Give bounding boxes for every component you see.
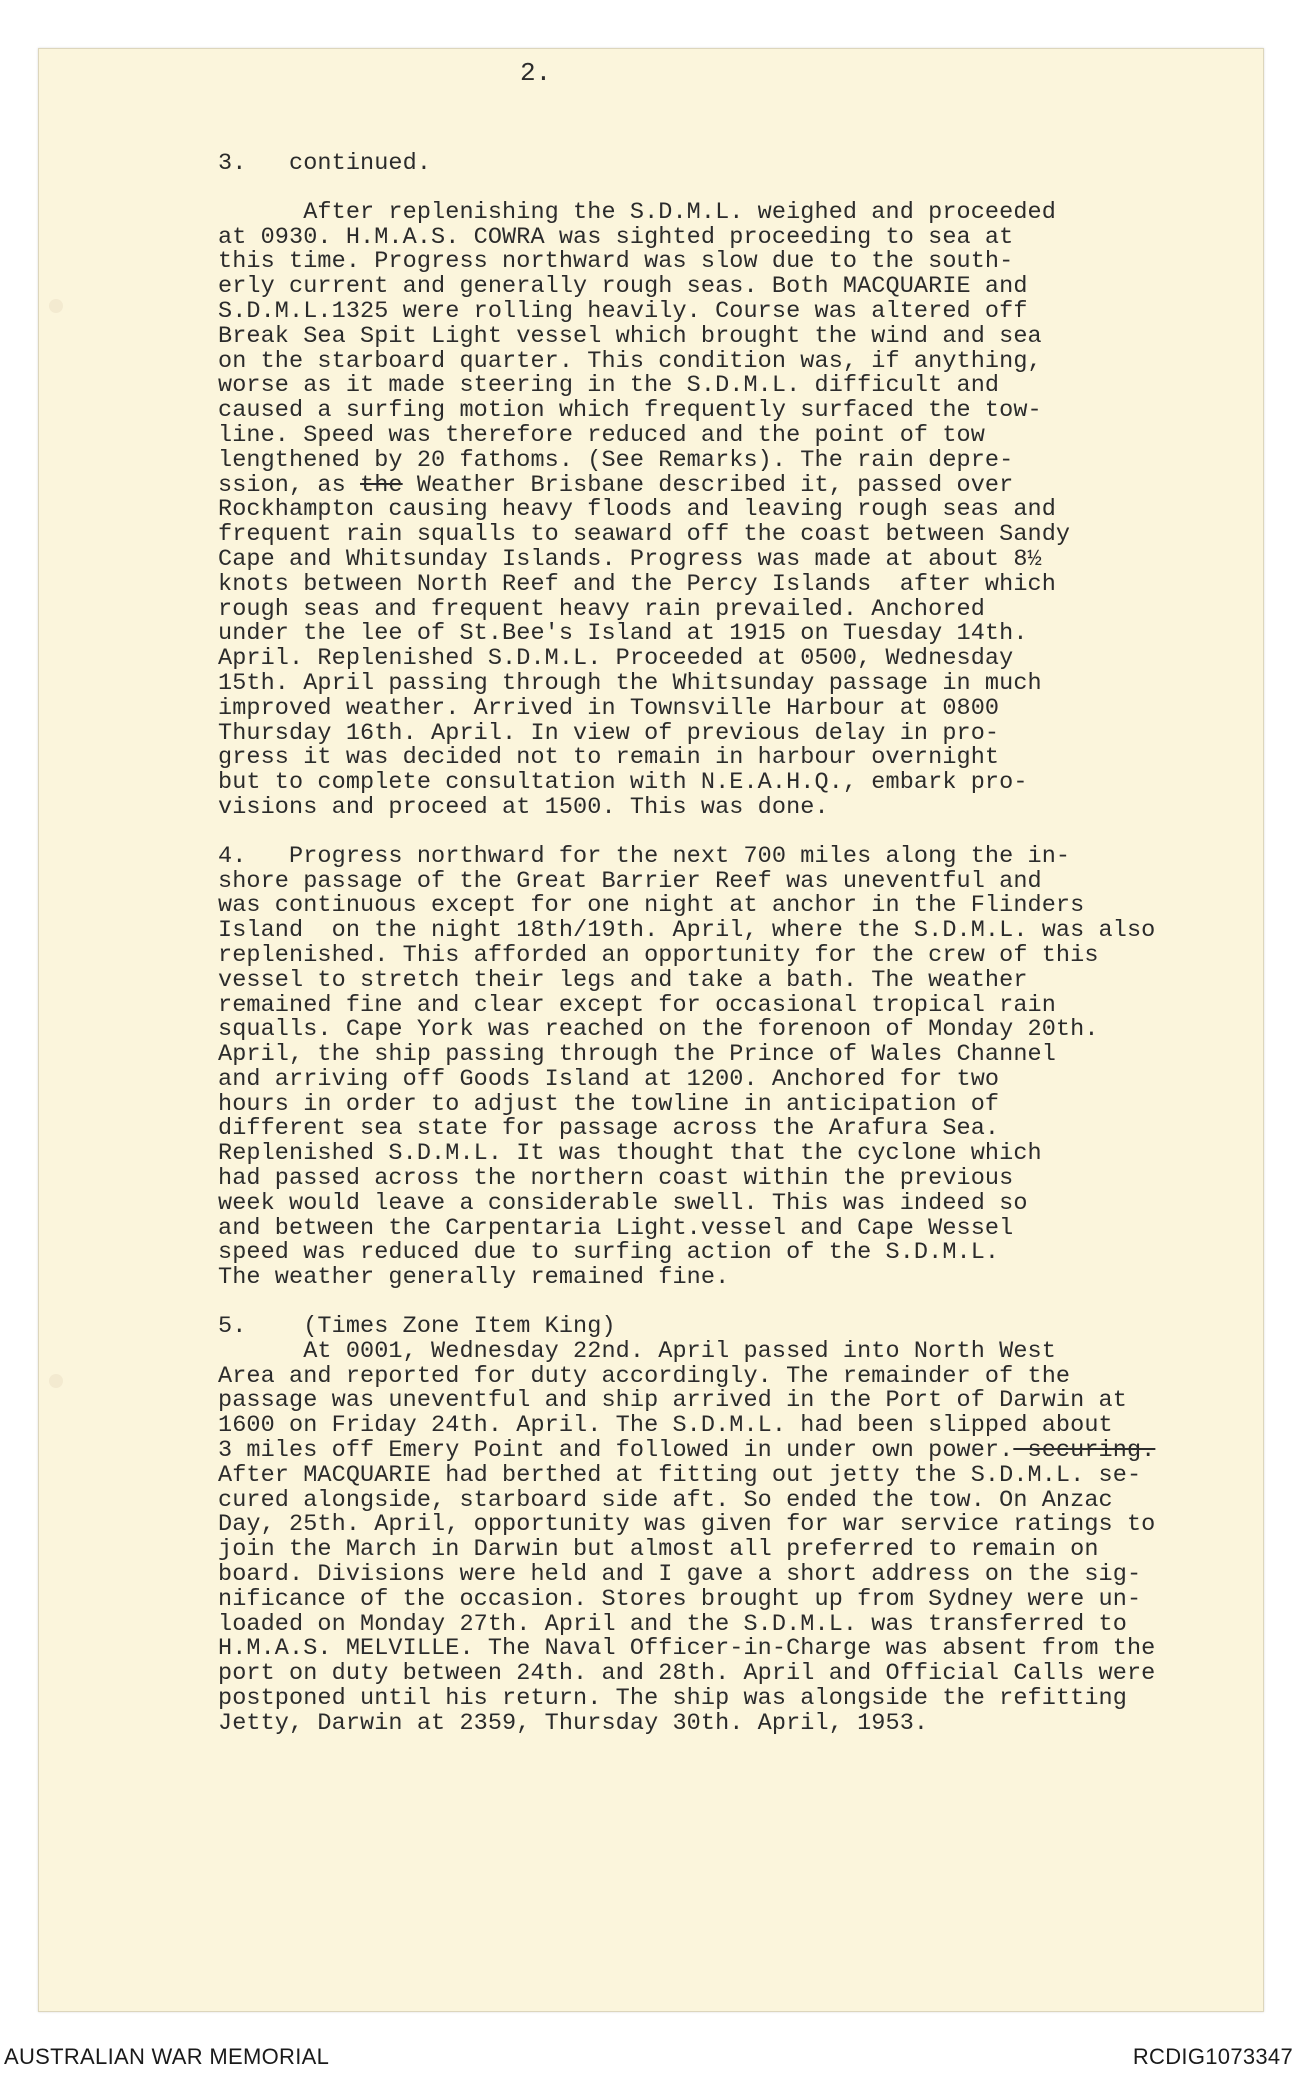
section-3-heading	[218, 152, 1228, 177]
footer-record-id: RCDIG1073347	[1132, 2044, 1293, 2069]
text-line: H.M.A.S. MELVILLE. The Naval Officer-in-Charge was absent from the	[218, 1635, 1156, 1663]
text-line: 15th. April passing through the Whitsunday passage in much	[218, 669, 1042, 697]
text-line: Cape and Whitsunday Islands. Progress was made at about 8½	[218, 545, 1042, 573]
text-line: postponed until his return. The ship was alongside the refitting	[218, 1685, 1127, 1713]
footer-publisher: AUSTRALIAN WAR MEMORIAL	[4, 2044, 330, 2069]
text-line: knots between North Reef and the Percy Islands after which	[218, 570, 1056, 598]
text-line: worse as it made steering in the S.D.M.L. difficult and	[218, 372, 1000, 400]
text-line: speed was reduced due to surfing action of the S.D.M.L.	[218, 1239, 1000, 1267]
text-line: under the lee of St.Bee's Island at 1915 on Tuesday 14th.	[218, 620, 1028, 648]
text-line: vessel to stretch their legs and take a bath. The weather	[218, 966, 1028, 994]
text-line: At 0001, Wednesday 22nd. April passed into North West	[218, 1337, 1056, 1365]
text-line: on the starboard quarter. This condition was, if anything,	[218, 347, 1042, 375]
section-5-paragraph	[218, 1315, 1228, 1737]
text-line: line. Speed was therefore reduced and the point of tow	[218, 421, 985, 449]
text-line: lengthened by 20 fathoms. (See Remarks). The rain depre-	[218, 446, 1014, 474]
text-line: Replenished S.D.M.L. It was thought that the cyclone which	[218, 1140, 1042, 1168]
text-line: rough seas and frequent heavy rain prevailed. Anchored	[218, 595, 985, 623]
text-line: join the March in Darwin but almost all preferred to remain on	[218, 1536, 1099, 1564]
text-line: Rockhampton causing heavy floods and leaving rough seas and	[218, 496, 1056, 524]
text-line: Day, 25th. April, opportunity was given for war service ratings to	[218, 1511, 1156, 1539]
text-line: loaded on Monday 27th. April and the S.D.M.L. was transferred to	[218, 1610, 1127, 1638]
text-line: Break Sea Spit Light vessel which brought the wind and sea	[218, 322, 1042, 350]
text-line: caused a surfing motion which frequently surfaced the tow-	[218, 397, 1042, 425]
text-line: was continuous except for one night at anchor in the Flinders	[218, 892, 1085, 920]
punch-hole	[49, 1374, 63, 1388]
text-line: Jetty, Darwin at 2359, Thursday 30th. April, 1953.	[218, 1709, 929, 1737]
text-line: improved weather. Arrived in Townsville Harbour at 0800	[218, 694, 1000, 722]
text-line: replenished. This afforded an opportunity for the crew of this	[218, 941, 1099, 969]
text-line: The weather generally remained fine.	[218, 1264, 730, 1292]
struck-word: the	[360, 471, 403, 499]
document-body	[218, 152, 1228, 1737]
text-line: 1600 on Friday 24th. April. The S.D.M.L. had been slipped about	[218, 1412, 1113, 1440]
text-line: erly current and generally rough seas. Both MACQUARIE and	[218, 273, 1028, 301]
text-line: 3. continued.	[218, 150, 432, 177]
text-segment: 3 miles off Emery Point and followed in under own power.	[218, 1437, 1014, 1465]
text-line: had passed across the northern coast within the previous	[218, 1165, 1014, 1193]
text-line: but to complete consultation with N.E.A.H.Q., embark pro-	[218, 769, 1028, 797]
punch-hole	[49, 299, 63, 313]
text-line: After replenishing the S.D.M.L. weighed and proceeded	[218, 198, 1056, 226]
text-line: Thursday 16th. April. In view of previous delay in pro-	[218, 719, 1000, 747]
text-line: this time. Progress northward was slow due to the south-	[218, 248, 1014, 276]
section-4-paragraph	[218, 842, 1228, 1292]
text-line: nificance of the occasion. Stores brought up from Sydney were un-	[218, 1585, 1142, 1613]
text-line: hours in order to adjust the towline in anticipation of	[218, 1090, 1000, 1118]
text-line: and arriving off Goods Island at 1200. Anchored for two	[218, 1065, 1000, 1093]
text-line: visions and proceed at 1500. This was done.	[218, 793, 829, 821]
text-line: S.D.M.L.1325 were rolling heavily. Course was altered off	[218, 297, 1028, 325]
text-line: April. Replenished S.D.M.L. Proceeded at 0500, Wednesday	[218, 645, 1014, 673]
text-line: Island on the night 18th/19th. April, where the S.D.M.L. was also	[218, 917, 1156, 945]
text-line: squalls. Cape York was reached on the forenoon of Monday 20th.	[218, 1016, 1099, 1044]
text-line: ssion, as the Weather Brisbane described it, passed over	[218, 471, 1014, 499]
text-line: at 0930. H.M.A.S. COWRA was sighted proceeding to sea at	[218, 223, 1014, 251]
section-3-paragraph	[218, 198, 1228, 821]
text-line: April, the ship passing through the Prince of Wales Channel	[218, 1041, 1056, 1069]
text-line: cured alongside, starboard side aft. So ended the tow. On Anzac	[218, 1486, 1113, 1514]
text-line: After MACQUARIE had berthed at fitting out jetty the S.D.M.L. se-	[218, 1461, 1142, 1489]
text-line	[218, 1439, 1228, 1464]
text-line: board. Divisions were held and I gave a short address on the sig-	[218, 1561, 1142, 1589]
text-line: remained fine and clear except for occasional tropical rain	[218, 991, 1056, 1019]
text-line: different sea state for passage across the Arafura Sea.	[218, 1115, 1000, 1143]
struck-word: securing.	[1013, 1437, 1156, 1465]
page-number: 2.	[520, 58, 552, 88]
text-line: 5. (Times Zone Item King)	[218, 1313, 616, 1341]
text-line: port on duty between 24th. and 28th. April and Official Calls were	[218, 1660, 1156, 1688]
text-line: week would leave a considerable swell. This was indeed so	[218, 1189, 1028, 1217]
text-line: passage was uneventful and ship arrived in the Port of Darwin at	[218, 1387, 1127, 1415]
text-line: 4. Progress northward for the next 700 miles along the in-	[218, 842, 1071, 870]
text-line: gress it was decided not to remain in harbour overnight	[218, 744, 1000, 772]
text-line: and between the Carpentaria Light.vessel and Cape Wessel	[218, 1214, 1014, 1242]
text-line: Area and reported for duty accordingly. The remainder of the	[218, 1362, 1071, 1390]
text-line: shore passage of the Great Barrier Reef was uneventful and	[218, 867, 1042, 895]
text-line: frequent rain squalls to seaward off the coast between Sandy	[218, 521, 1071, 549]
